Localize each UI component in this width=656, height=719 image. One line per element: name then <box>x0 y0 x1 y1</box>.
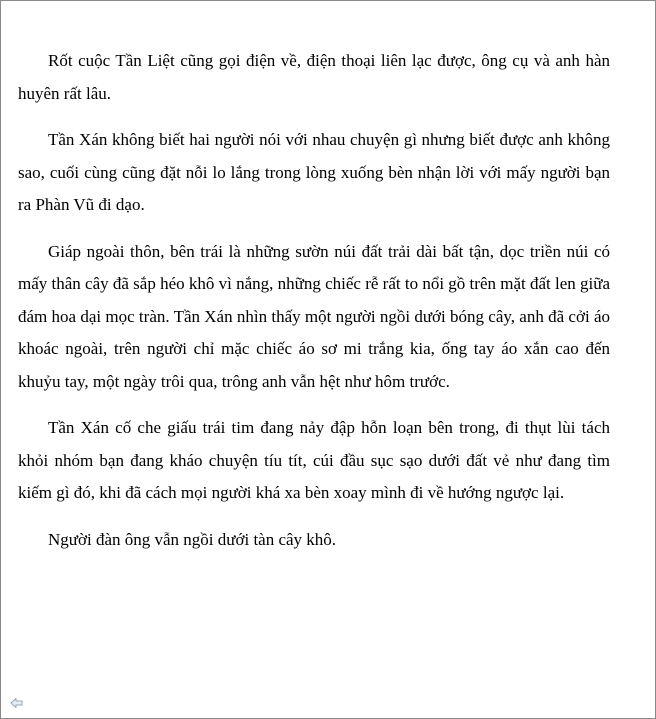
paragraph-3: Giáp ngoài thôn, bên trái là những sườn núi đất trải dài bất tận, dọc triền núi có mấy thân cây đã sắp héo khô vì nắng, những chiếc rễ rất to nổi gồ trên mặt đất len giữa đám hoa dại mọc tràn. Tần Xán nhìn thấy một người ngồi dưới bóng cây, anh đã cởi áo khoác ngoài, trên người chỉ mặc chiếc áo sơ mi trắng kia, ống tay áo xắn cao đến khuỷu tay, một ngày trôi qua, trông anh vẫn hệt như hôm trước. <box>18 241 610 391</box>
document-body <box>18 45 610 556</box>
paragraph-1: Rốt cuộc Tần Liệt cũng gọi điện về, điện thoại liên lạc được, ông cụ và anh hàn huyên rất lâu. <box>18 51 610 103</box>
back-arrow-icon[interactable] <box>10 695 24 709</box>
paragraph-4: Tần Xán cố che giấu trái tim đang nảy đập hỗn loạn bên trong, đi thụt lùi tách khỏi nhóm bạn đang kháo chuyện tíu tít, cúi đầu sục sạo dưới đất vẻ như đang tìm kiếm gì đó, khi đã cách mọi người khá xa bèn xoay mình đi về hướng ngược lại. <box>18 418 610 502</box>
paragraph-5: Người đàn ông vẫn ngồi dưới tàn cây khô. <box>48 529 337 549</box>
paragraph-2: Tần Xán không biết hai người nói với nhau chuyện gì nhưng biết được anh không sao, cuối cùng cũng đặt nỗi lo lắng trong lòng xuống bèn nhận lời với mấy người bạn ra Phàn Vũ đi dạo. <box>18 130 610 214</box>
